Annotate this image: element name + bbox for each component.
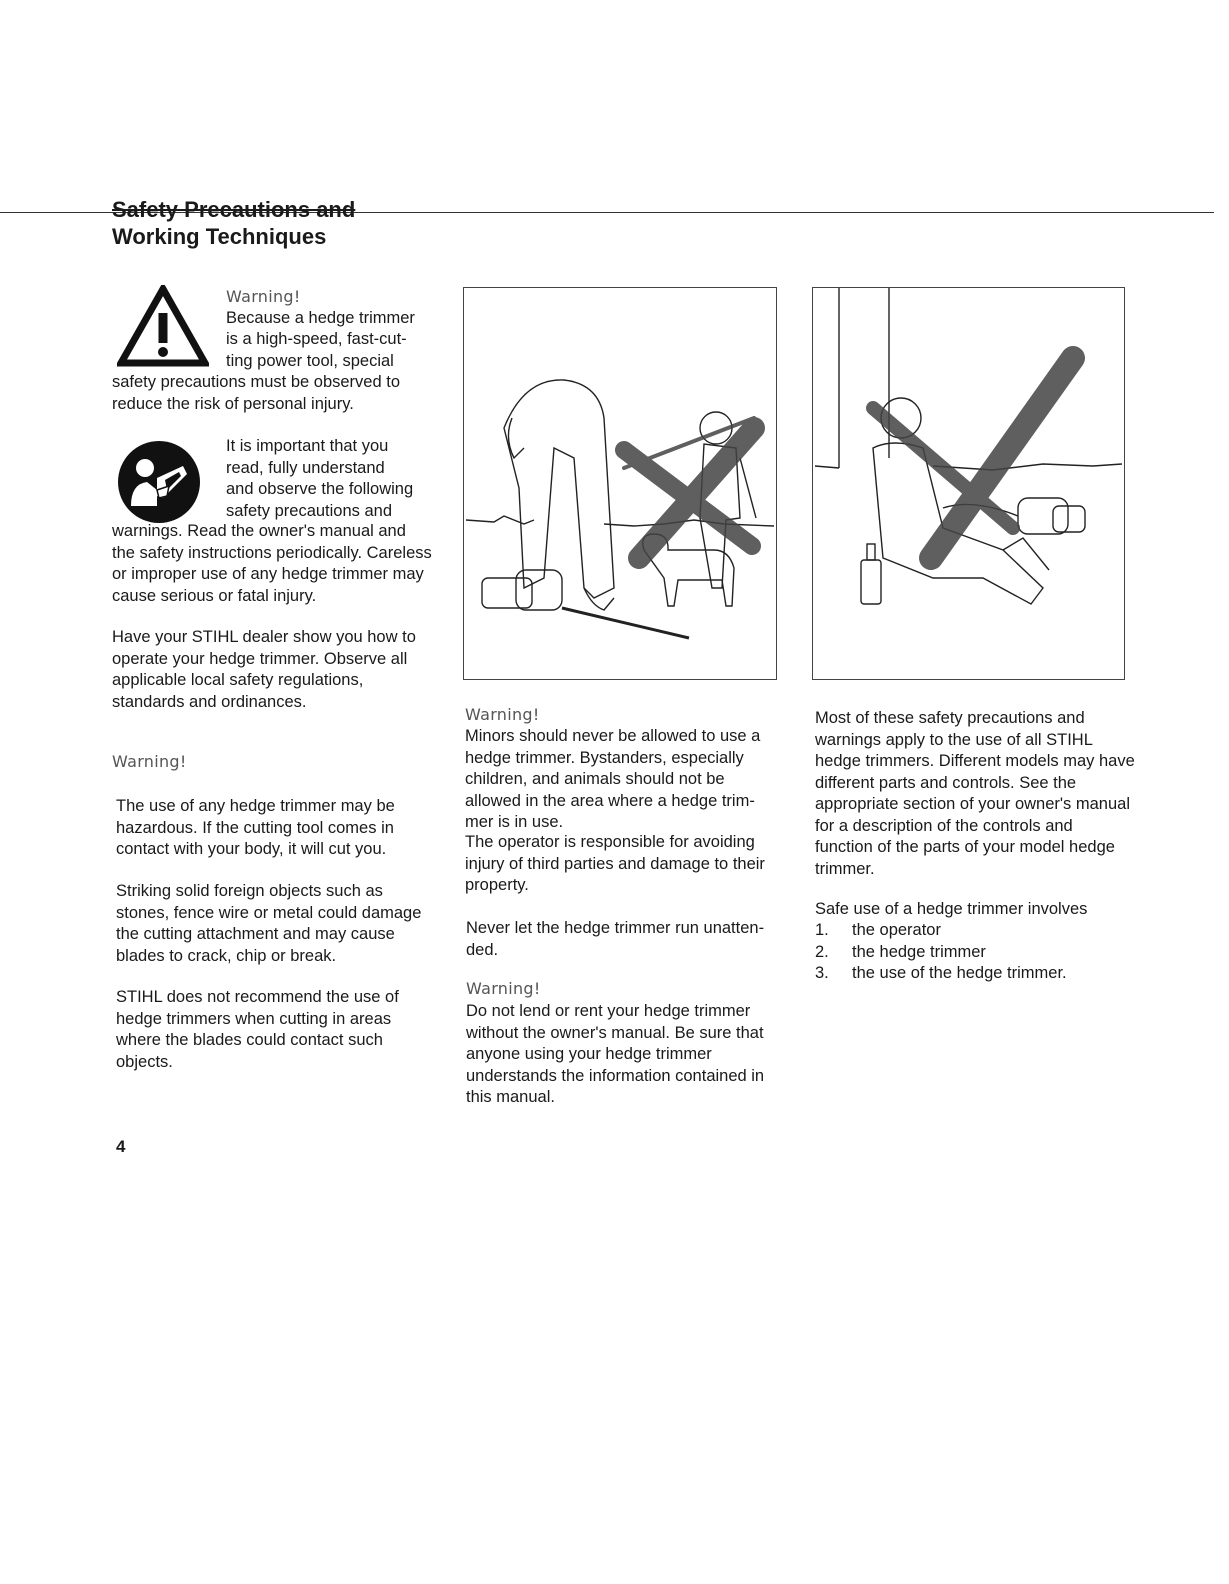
hazard-paragraph: The use of any hedge trimmer may be hazardous. If the cutting tool comes in contact with your body, it will cut you. xyxy=(116,797,395,858)
dealer-paragraph: Have your STIHL dealer show you how to operate your hedge trimmer. Observe all applicable local safety regulations, standards and ordinances. xyxy=(112,628,416,711)
safe-use-steps xyxy=(815,920,1135,985)
page-number: 4 xyxy=(116,1137,126,1156)
page-title-line2: Working Techniques xyxy=(112,224,327,249)
illustration-bystanders xyxy=(463,287,777,680)
stihl-paragraph: STIHL does not recommend the use of hedge trimmers when cutting in areas where the blades could contact such objects. xyxy=(116,988,399,1071)
read-manual-icon xyxy=(117,440,201,524)
read-notice-line: It is important that you xyxy=(226,437,389,455)
safe-use-intro: Safe use of a hedge trimmer involves xyxy=(815,900,1088,918)
read-notice-line: and observe the following xyxy=(226,480,414,498)
striking-paragraph: Striking solid foreign objects such as stones, fence wire or metal could damage the cutting attachment and may cause blades to crack, chip or break. xyxy=(116,882,422,965)
read-notice-line: safety precautions and xyxy=(226,501,393,520)
unattended-paragraph: Never let the hedge trimmer run unatten-ded. xyxy=(466,919,765,959)
models-paragraph: Most of these safety precautions and warnings apply to the use of all STIHL hedge trimmers. Different models may have different parts and controls. See the appropriate section of your owner's manual for a description of the controls and function of the parts of your model hedge trimmer. xyxy=(815,709,1135,878)
read-notice-block xyxy=(226,436,446,522)
bystanders-drawing xyxy=(464,288,776,679)
warning-triangle-icon xyxy=(117,285,209,367)
read-notice-rest: warnings. Read the owner's manual and the safety instructions periodically. Careless or improper use of any hedge trimmer may cause serious or fatal injury. xyxy=(112,522,432,605)
safe-use-step: 3. the use of the hedge trimmer. xyxy=(815,964,1067,982)
impaired-operator-drawing xyxy=(813,288,1124,679)
warning1-line: is a high-speed, fast-cut- xyxy=(226,330,407,348)
warning2-label: Warning! xyxy=(112,752,187,771)
warning1-block xyxy=(226,286,446,372)
col2-warning-label: Warning! xyxy=(465,705,540,724)
lend-paragraph: Do not lend or rent your hedge trimmer without the owner's manual. Be sure that anyone using your hedge trimmer understands the information contained in this manual. xyxy=(466,1002,765,1106)
warning1-label: Warning! xyxy=(226,287,301,306)
warning1-line: ting power tool, special xyxy=(226,351,394,370)
operator-paragraph: The operator is responsible for avoiding injury of third parties and damage to their property. xyxy=(465,833,765,894)
minors-paragraph: Minors should never be allowed to use a hedge trimmer. Bystanders, especially children, and animals should not be allowed in the area where a hedge trim-mer is in use. xyxy=(465,727,761,831)
safe-use-step: 2. the hedge trimmer xyxy=(815,942,986,961)
warning1-line: Because a hedge trimmer xyxy=(226,308,415,327)
warning1-rest: safety precautions must be observed to reduce the risk of personal injury. xyxy=(112,373,400,413)
col2-warning2-label: Warning! xyxy=(466,979,541,998)
safe-use-step: 1. the operator xyxy=(815,921,941,939)
page-title-line1: Safety Precautions and xyxy=(112,197,356,222)
read-notice-line: read, fully understand xyxy=(226,458,385,477)
illustration-impaired-operator xyxy=(812,287,1125,680)
